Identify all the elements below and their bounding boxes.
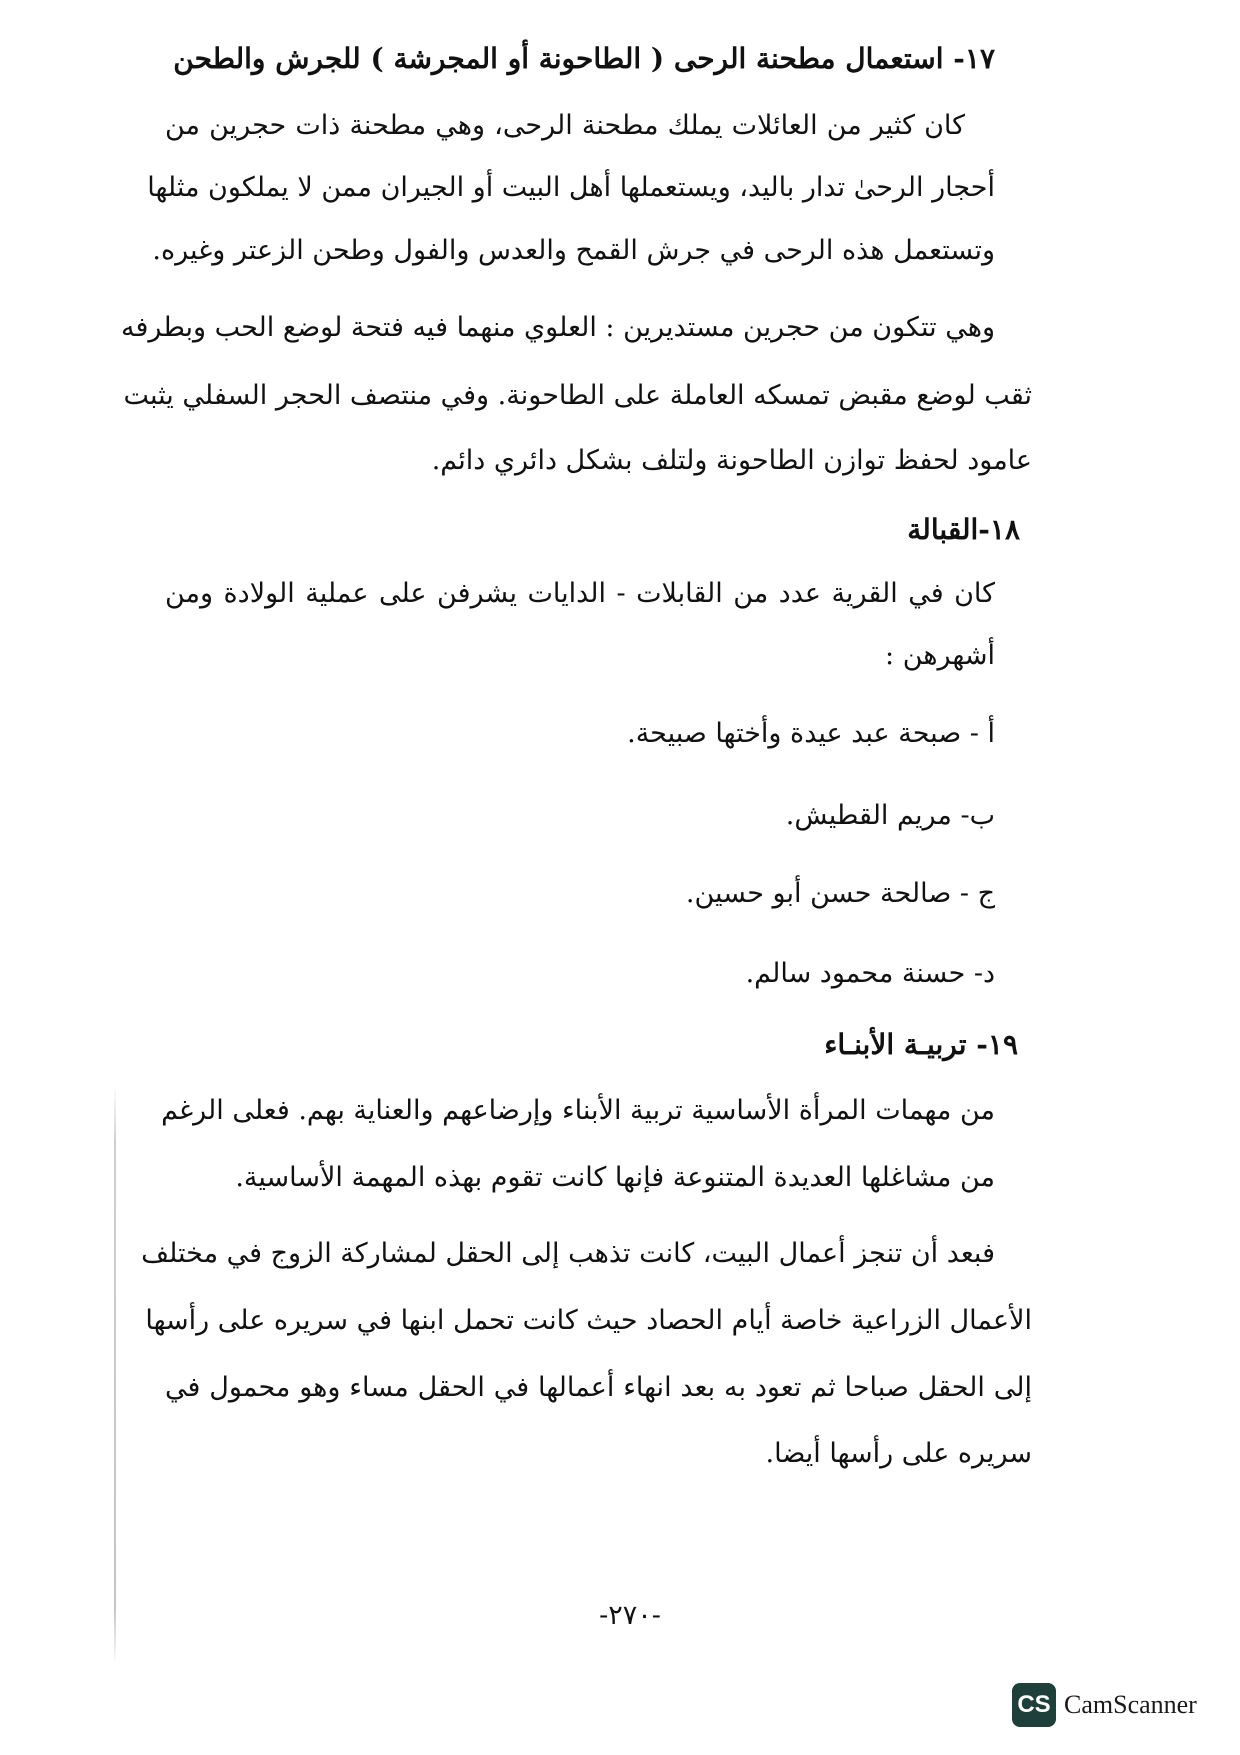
- section-17-p1-line-1: كان كثير من العائلات يملك مطحنة الرحى، وهي مطحنة ذات حجرين من: [165, 110, 965, 141]
- section-18-heading: ١٨-القبالة: [907, 513, 1020, 546]
- section-19-p2-line-4: سريره على رأسها أيضا.: [765, 1438, 1032, 1469]
- section-17-p1-line-3: وتستعمل هذه الرحى في جرش القمح والعدس والفول وطحن الزعتر وغيره.: [152, 235, 995, 266]
- section-18-intro-line-2: أشهرهن :: [885, 640, 995, 671]
- section-17-p2-line-3: عامود لحفظ توازن الطاحونة ولتلف بشكل دائري دائم.: [431, 445, 1032, 476]
- section-18-intro-line-1: كان في القرية عدد من القابلات - الدايات يشرفن على عملية الولادة ومن: [165, 578, 995, 609]
- section-19-p2-line-2: الأعمال الزراعية خاصة أيام الحصاد حيث كانت تحمل ابنها في سريره على رأسها: [145, 1305, 1032, 1336]
- camscanner-label: CamScanner: [1064, 1690, 1197, 1719]
- scan-margin-line: [114, 1085, 116, 1665]
- camscanner-logo-icon: CS: [1012, 1683, 1056, 1727]
- section-17-p2-line-2: ثقب لوضع مقبض تمسكه العاملة على الطاحونة. وفي منتصف الحجر السفلي يثبت: [123, 380, 1032, 411]
- midwife-item-4: د- حسنة محمود سالم.: [745, 958, 995, 989]
- section-19-p2-line-3: إلى الحقل صباحا ثم تعود به بعد انهاء أعمالها في الحقل مساء وهو محمول في: [165, 1372, 1032, 1403]
- section-17-p2-line-1: وهي تتكون من حجرين مستديرين : العلوي منهما فيه فتحة لوضع الحب وبطرفه: [121, 312, 995, 343]
- section-19-p1-line-2: من مشاغلها العديدة المتنوعة فإنها كانت تقوم بهذه المهمة الأساسية.: [235, 1162, 995, 1193]
- section-17-heading: ١٧- استعمال مطحنة الرحى ( الطاحونة أو المجرشة ) للجرش والطحن: [173, 42, 995, 75]
- camscanner-badge: [1012, 1680, 1197, 1730]
- section-17-p1-line-2: أحجار الرحىٰ تدار باليد، ويستعملها أهل البيت أو الجيران ممن لا يملكون مثلها: [147, 172, 995, 203]
- midwife-item-3: ج - صالحة حسن أبو حسين.: [685, 878, 995, 909]
- section-19-p1-line-1: من مهمات المرأة الأساسية تربية الأبناء وإرضاعهم والعناية بهم. فعلى الرغم: [161, 1095, 995, 1126]
- page-number: -٢٧٠-: [599, 1600, 661, 1631]
- section-19-p2-line-1: فبعد أن تنجز أعمال البيت، كانت تذهب إلى الحقل لمشاركة الزوج في مختلف: [141, 1238, 995, 1269]
- midwife-item-1: أ - صبحة عبد عيدة وأختها صبيحة.: [627, 718, 995, 749]
- midwife-item-2: ب- مريم القطيش.: [785, 800, 995, 831]
- section-19-heading: ١٩- تربيـة الأبنـاء: [824, 1028, 1018, 1061]
